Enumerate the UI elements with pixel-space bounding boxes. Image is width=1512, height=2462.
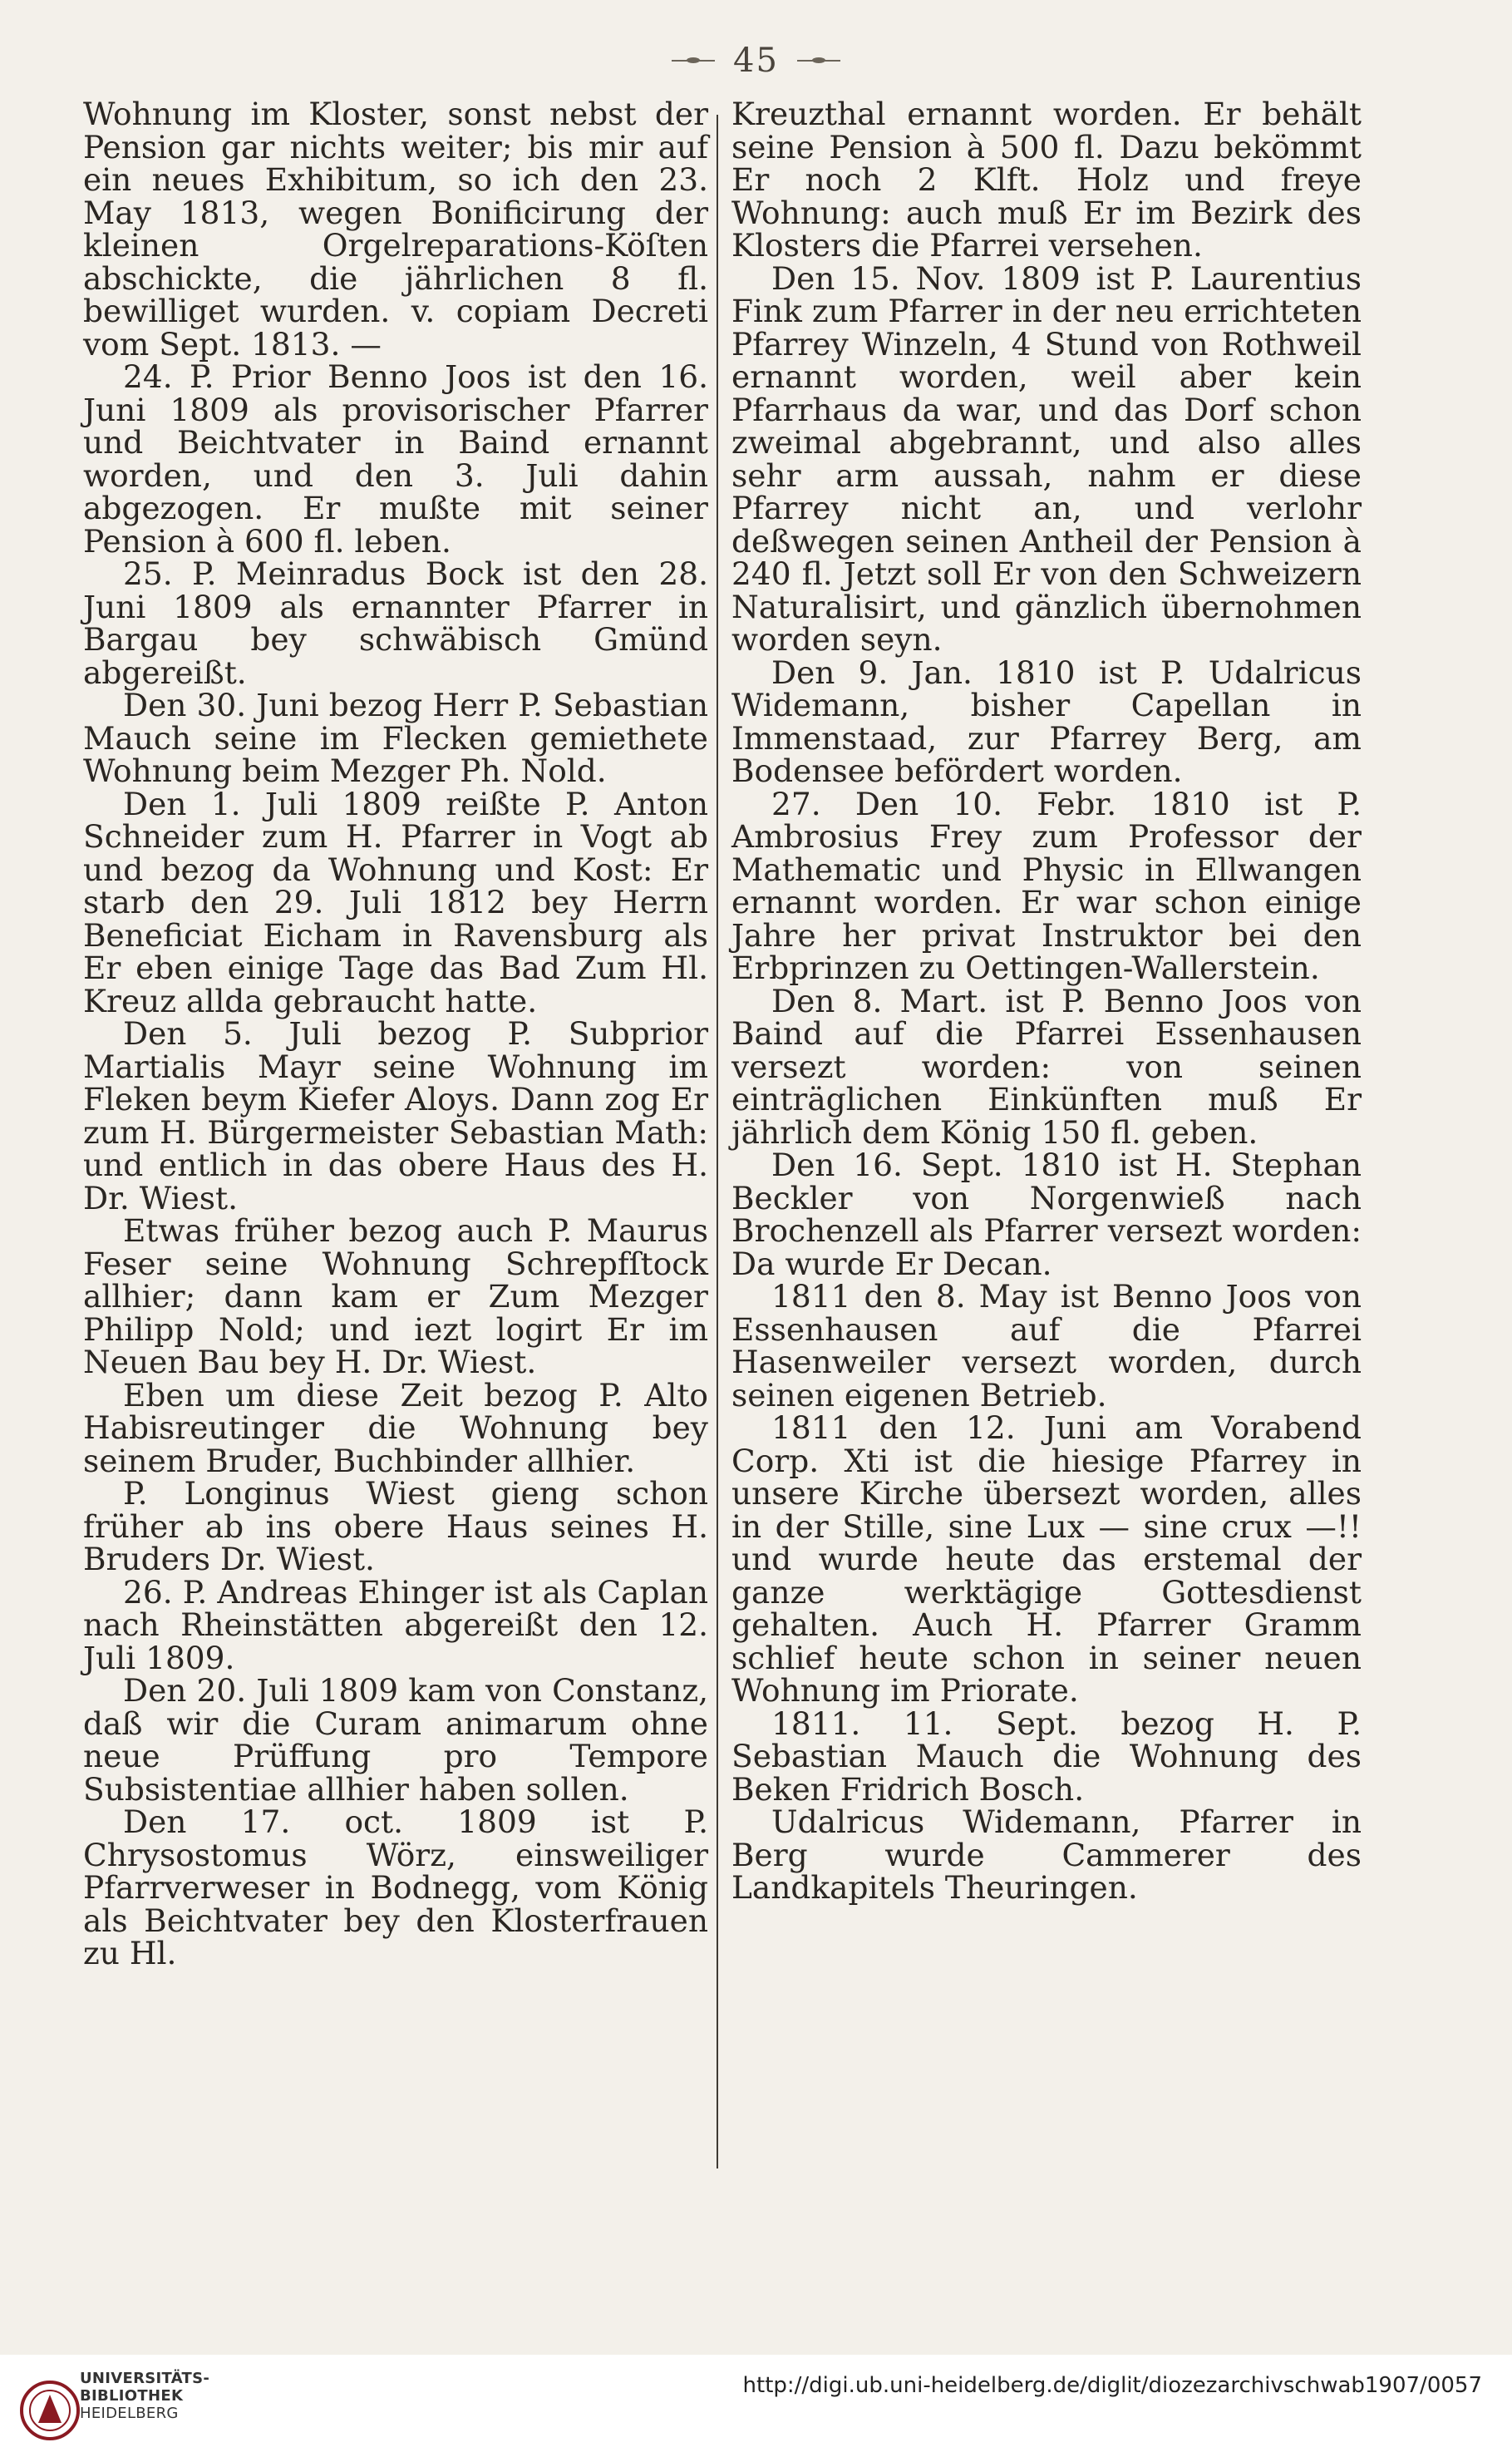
left-column <box>83 98 708 1971</box>
paragraph: Den 5. Juli bezog P. Subprior Martialis Mayr seine Wohnung im Fleken beym Kiefer Aloys. Dann zog Er zum H. Bürgermeister Sebastian Math: und entlich in das obere Haus des H. Dr. Wiest. <box>83 1015 708 1216</box>
ornament-left <box>672 57 715 65</box>
paragraph: Den 20. Juli 1809 kam von Constanz, daß wir die Curam animarum ohne neue Prüffung pro Tempore Subsistentiae allhier haben sollen. <box>83 1672 708 1808</box>
paragraph: 1811 den 12. Juni am Vorabend Corp. Xti ist die hiesige Pfarrey in unsere Kirche übersezt worden, alles in der Stille, sine Lux — sine crux —!! und wurde heute das erstemal der ganze werktägige Gottesdienst gehalten. Auch H. Pfarrer Gramm schlief heute schon in seiner neuen Wohnung im Priorate. <box>731 1409 1362 1709</box>
paragraph: 27. Den 10. Febr. 1810 ist P. Ambrosius Frey zum Professor der Mathematic und Physic in Ellwangen ernannt worden. Er war schon einige Jahre her privat Instruktor bei den Erbprinzen zu Oettingen-Wallerstein. <box>731 785 1362 986</box>
paragraph: 26. P. Andreas Ehinger ist als Caplan nach Rheinstätten abgereißt den 12. Juli 1809. <box>83 1573 708 1676</box>
paragraph: Den 16. Sept. 1810 ist H. Stephan Beckler von Norgenwieß nach Brochenzell als Pfarrer versezt worden: Da wurde Er Decan. <box>731 1147 1362 1282</box>
paragraph: Den 15. Nov. 1809 ist P. Laurentius Fink zum Pfarrer in der neu errichteten Pfarrey Winzeln, 4 Stund von Rothweil ernannt worden, weil aber kein Pfarrhaus da war, und das Dorf schon zweimal abgebrannt, und also alles sehr arm aussah, nahm er diese Pfarrey nicht an, und verlohr deßwegen seinen Antheil der Pension à 240 fl. Jetzt soll Er von den Schweizern Naturalisirt, und gänzlich übernohmen worden seyn. <box>731 259 1362 658</box>
paragraph: Den 8. Mart. ist P. Benno Joos von Baind auf die Pfarrei Essenhausen versezt worden: von seinen einträglichen Einkünften muß Er jährlich dem König 150 fl. geben. <box>731 982 1362 1151</box>
paragraph: Kreuzthal ernannt worden. Er behält seine Pension à 500 fl. Dazu bekömmt Er noch 2 Klft. Holz und freye Wohnung: auch muß Er im Bezirk des Klosters die Pfarrei versehen. <box>731 96 1362 264</box>
column-divider <box>717 115 718 2168</box>
paragraph: 1811. 11. Sept. bezog H. P. Sebastian Mauch die Wohnung des Beken Fridrich Bosch. <box>731 1705 1362 1808</box>
paragraph: Den 17. oct. 1809 ist P. Chrysostomus Wörz, einsweiliger Pfarrverweser in Bodnegg, vom König als Beichtvater bey den Klosterfrauen zu Hl. <box>83 1803 708 1971</box>
paragraph: Etwas früher bezog auch P. Maurus Feser seine Wohnung Schrepfſtock allhier; dann kam er Zum Mezger Philipp Nold; und iezt logirt Er im Neuen Bau bey H. Dr. Wiest. <box>83 1212 708 1380</box>
paragraph: P. Longinus Wiest gieng schon früher ab ins obere Haus seines H. Bruders Dr. Wiest. <box>83 1475 708 1577</box>
library-name <box>80 2370 296 2422</box>
paragraph: Eben um diese Zeit bezog P. Alto Habisreutinger die Wohnung bey seinem Bruder, Buchbinder allhier. <box>83 1376 708 1479</box>
paragraph: 24. P. Prior Benno Joos ist den 16. Juni 1809 als provisorischer Pfarrer und Beichtvater in Baind ernannt worden, und den 3. Juli dahin abgezogen. Er mußte mit seiner Pension à 600 fl. leben. <box>83 358 708 560</box>
page-header <box>0 32 1512 90</box>
library-name-line3: HEIDELBERG <box>80 2405 179 2422</box>
paragraph: Den 9. Jan. 1810 ist P. Udalricus Widemann, bisher Capellan in Immenstaad, zur Pfarrey Berg, am Bodensee befördert worden. <box>731 654 1362 789</box>
paragraph: Den 30. Juni bezog Herr P. Sebastian Mauch seine im Flecken gemiethete Wohnung beim Mezger Ph. Nold. <box>83 687 708 789</box>
ornament-right <box>797 57 840 65</box>
paragraph: Den 1. Juli 1809 reißte P. Anton Schneider zum H. Pfarrer in Vogt ab und bezog da Wohnung und Kost: Er starb den 29. Juli 1812 bey Herrn Beneficiat Eicham in Ravensburg als Er eben einige Tage das Bad Zum Hl. Kreuz allda gebraucht hatte. <box>83 785 708 1019</box>
source-url[interactable]: http://digi.ub.uni-heidelberg.de/diglit/diozezarchivschwab1907/0057 <box>742 2373 1482 2398</box>
paragraph: Wohnung im Kloster, sonst nebst der Pension gar nichts weiter; bis mir auf ein neues Exhibitum, so ich den 23. May 1813, wegen Bonificirung der kleinen Orgelreparations-Köſten abschickte, die jährlichen 8 fl. bewilliget wurden. v. copiam Decreti vom Sept. 1813. — <box>83 96 708 363</box>
paragraph: Udalricus Widemann, Pfarrer in Berg wurde Cammerer des Landkapitels Theuringen. <box>731 1803 1362 1906</box>
right-column <box>731 98 1362 1905</box>
library-name-line1: UNIVERSITÄTS- <box>80 2370 210 2387</box>
page-number: 45 <box>733 42 779 80</box>
library-name-line2: BIBLIOTHEK <box>80 2387 184 2405</box>
library-footer <box>0 2355 1512 2462</box>
paragraph: 1811 den 8. May ist Benno Joos von Essenhausen auf die Pfarrei Hasenweiler versezt worden, durch seinen eigenen Betrieb. <box>731 1278 1362 1414</box>
paragraph: 25. P. Meinradus Bock ist den 28. Juni 1809 als ernannter Pfarrer in Bargau bey schwäbisch Gmünd abgereißt. <box>83 555 708 691</box>
